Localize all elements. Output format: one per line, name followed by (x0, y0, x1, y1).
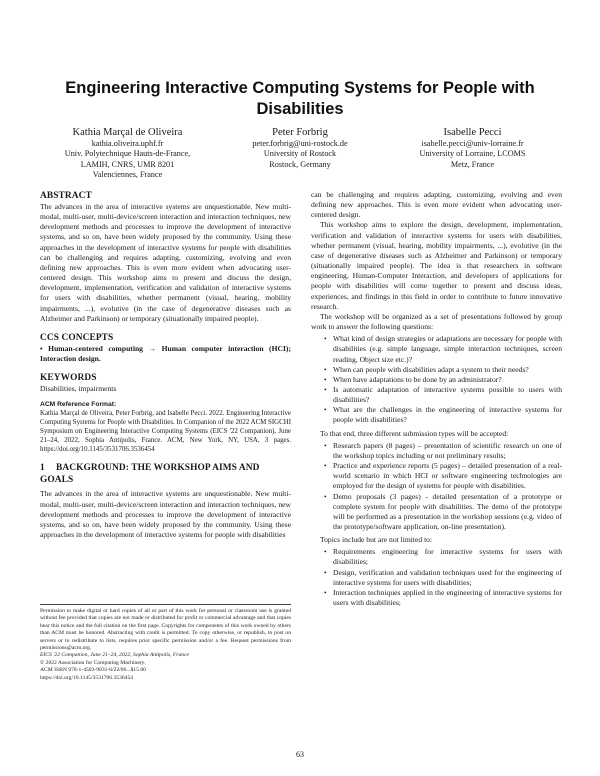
list-item: • Design, verification and validation techniques used for the engineering of interactive systems for users with disabilities; (333, 568, 562, 588)
section-1-paragraph-5: Topics include but are not limited to: (320, 535, 433, 545)
author-block (40, 126, 560, 186)
author-name: Kathia Marçal de Oliveira (72, 127, 183, 138)
list-item: • Research papers (8 pages) – presentation of scientific research on one of the workshop topics including or not preliminary results; (333, 441, 562, 461)
keywords-heading: KEYWORDS (40, 373, 97, 384)
topics-list (311, 547, 562, 608)
ccs-text: • Human-centered computing → Human computer interaction (HCI); Interaction design. (40, 343, 291, 364)
author-name: Peter Forbrig (272, 127, 328, 138)
copyright-footnote (40, 604, 291, 682)
author-affiliation: Rostock, Germany (269, 159, 331, 169)
list-item: • When can people with disabilities adapt a system to their needs? (333, 365, 562, 375)
abstract-heading: ABSTRACT (40, 191, 92, 201)
copyright-line: © 2022 Association for Computing Machinery. (40, 659, 146, 666)
questions-list (311, 334, 562, 425)
author-email: isabelle.pecci@univ-lorraine.fr (421, 139, 524, 148)
left-column (40, 190, 291, 540)
list-item: • Demo proposals (3 pages) - detailed presentation of a prototype or complete system for people with disabilities. The demo of the prototype will be performed as a presentation in the workshop sessions (e.g. video of the prototype/software application, on-line presentation). (333, 492, 562, 533)
author-2 (215, 126, 385, 170)
venue-line: EICS '22 Companion, June 21–24, 2022, Sophia Antipolis, France (40, 652, 190, 659)
author-3 (385, 126, 560, 170)
submission-types-list (311, 441, 562, 532)
author-affiliation: LAMIH, CNRS, UMR 8201 (80, 159, 175, 169)
right-column (311, 190, 562, 611)
reference-heading: ACM Reference Format: (40, 401, 117, 409)
doi-link[interactable]: https://doi.org/10.1145/3531706.3536454 (40, 674, 134, 681)
ccs-heading: CCS CONCEPTS (40, 332, 114, 343)
section-1-heading (40, 462, 291, 486)
section-1-paragraph-1: The advances in the area of interactive systems are unquestionable. New multi-modal, multi-user, multi-device/screen interaction and interaction techniques, new development methods and processes to improve the development of interactive systems, and so on, have been widely proposed by the community. Using these approaches in the development of interactive systems for people with disabilities (40, 489, 291, 539)
list-item: • Practice and experience reports (5 pages) – detailed presentation of a real-world scenario in which HCI or software engineering technologies are employed for the design of systems for people with disabilities. (333, 461, 562, 491)
page-number: 63 (296, 750, 304, 759)
section-1-paragraph-2: This workshop aims to explore the design, development, implementation, verification and validation of interactive systems for users with disabilities, whether permanent (visual, hearing, mobility impairments, ...), evolutive (in the case of degenerative diseases such as Alzheimer and Parkinson) or temporary (situationally impaired people). The idea is that researchers in software engineering, Human-Computer Interaction, and developers of applications for people with disabilities will come together to present and discuss ideas, experiences, and findings in this field in order to contribute to future innovative research. (311, 220, 562, 311)
author-email: peter.forbrig@uni-rostock.de (252, 139, 348, 148)
author-affiliation: Metz, France (450, 159, 495, 169)
section-number: 1 (40, 463, 45, 474)
section-1-paragraph-3: The workshop will be organized as a set of presentations followed by group work to answer the following questions: (311, 311, 562, 332)
list-item: • Interaction techniques applied in the engineering of interactive systems for users with disabilities; (333, 588, 562, 608)
author-affiliation: Univ. Polytechnique Hauts-de-France, (64, 149, 191, 159)
author-1 (40, 126, 215, 181)
author-affiliation: University of Rostock (263, 149, 337, 159)
list-item: • When have adaptations to be done by an administrator? (333, 375, 562, 385)
acm-reference (40, 400, 291, 454)
list-item: • What are the challenges in the engineering of interactive systems for people with disabilities? (333, 405, 562, 425)
author-affiliation: University of Lorraine, LCOMS (419, 149, 526, 159)
abstract-text: The advances in the area of interactive systems are unquestionable. New multi-modal, multi-user, multi-device/screen interaction and interaction techniques, new development methods and processes to improve the development of interactive systems, and so on, have been widely proposed by the community. Using these approaches in the development of interactive systems for people with disabilities can be challenging and requires adapting, customizing, evolving and even defining new approaches. This is even more evident when advocating user-centered design. This workshop aims to present and discuss the design, development, implementation, verification and validation of interactive systems for users with disabilities, whether permanent (visual, hearing, mobility impairments, ...), evolutive (in the case of degenerative diseases such as Alzheimer and Parkinson) or temporary (situationally impaired people). (40, 202, 291, 323)
author-email: kathia.oliveira.uphf.fr (91, 139, 164, 148)
isbn-line: ACM ISBN 978-1-4503-9031-6/22/06...$15.00 (40, 667, 146, 674)
paper-title: Engineering Interactive Computing Systems for People with Disabilities (65, 79, 535, 118)
reference-text: Kathia Marçal de Oliveira, Peter Forbrig, and Isabelle Pecci. 2022. Engineering Interactive Computing Systems for People with Disabilities. In Companion of the 2022 ACM SIGCHI Symposium on Engineering Interactive Computing Systems (EICS '22 Companion), June 21–24, 2022, Sophia Antipolis, France. ACM, New York, NY, USA, 3 pages. https://doi.org/10.1145/3531706.3536454 (40, 410, 291, 454)
author-affiliation: Valenciennes, France (92, 170, 163, 180)
section-1-paragraph-4: To that end, three different submission types will be accepted: (320, 428, 509, 438)
author-name: Isabelle Pecci (443, 127, 502, 138)
list-item: • Requirements engineering for interactive systems for users with disabilities; (333, 547, 562, 567)
section-1-paragraph-1-cont: can be challenging and requires adapting, customizing, evolving and even defining new approaches. This is even more evident when advocating user-centered design. (311, 190, 562, 220)
permission-notice: Permission to make digital or hard copies of all or part of this work for personal or classroom use is granted without fee provided that copies are not made or distributed for profit or commercial advantage and that copies bear this notice and the full citation on the first page. Copyrights for components of this work owned by others than ACM must be honored. Abstracting with credit is permitted. To copy otherwise, or republish, to post on servers or to redistribute to lists, requires prior specific permission and/or a fee. Request permissions from permissions@acm.org. (40, 608, 291, 652)
list-item: • Is automatic adaptation of interactive systems possible to users with disabilities? (333, 385, 562, 405)
list-item: • What kind of design strategies or adaptations are necessary for people with disabilities (e.g. simple language, simple interaction techniques, screen reading, Object size etc.)? (333, 334, 562, 364)
section-title: BACKGROUND: THE WORKSHOP AIMS AND GOALS (40, 463, 260, 486)
keywords-text: Disabilities, impairments (40, 384, 117, 394)
